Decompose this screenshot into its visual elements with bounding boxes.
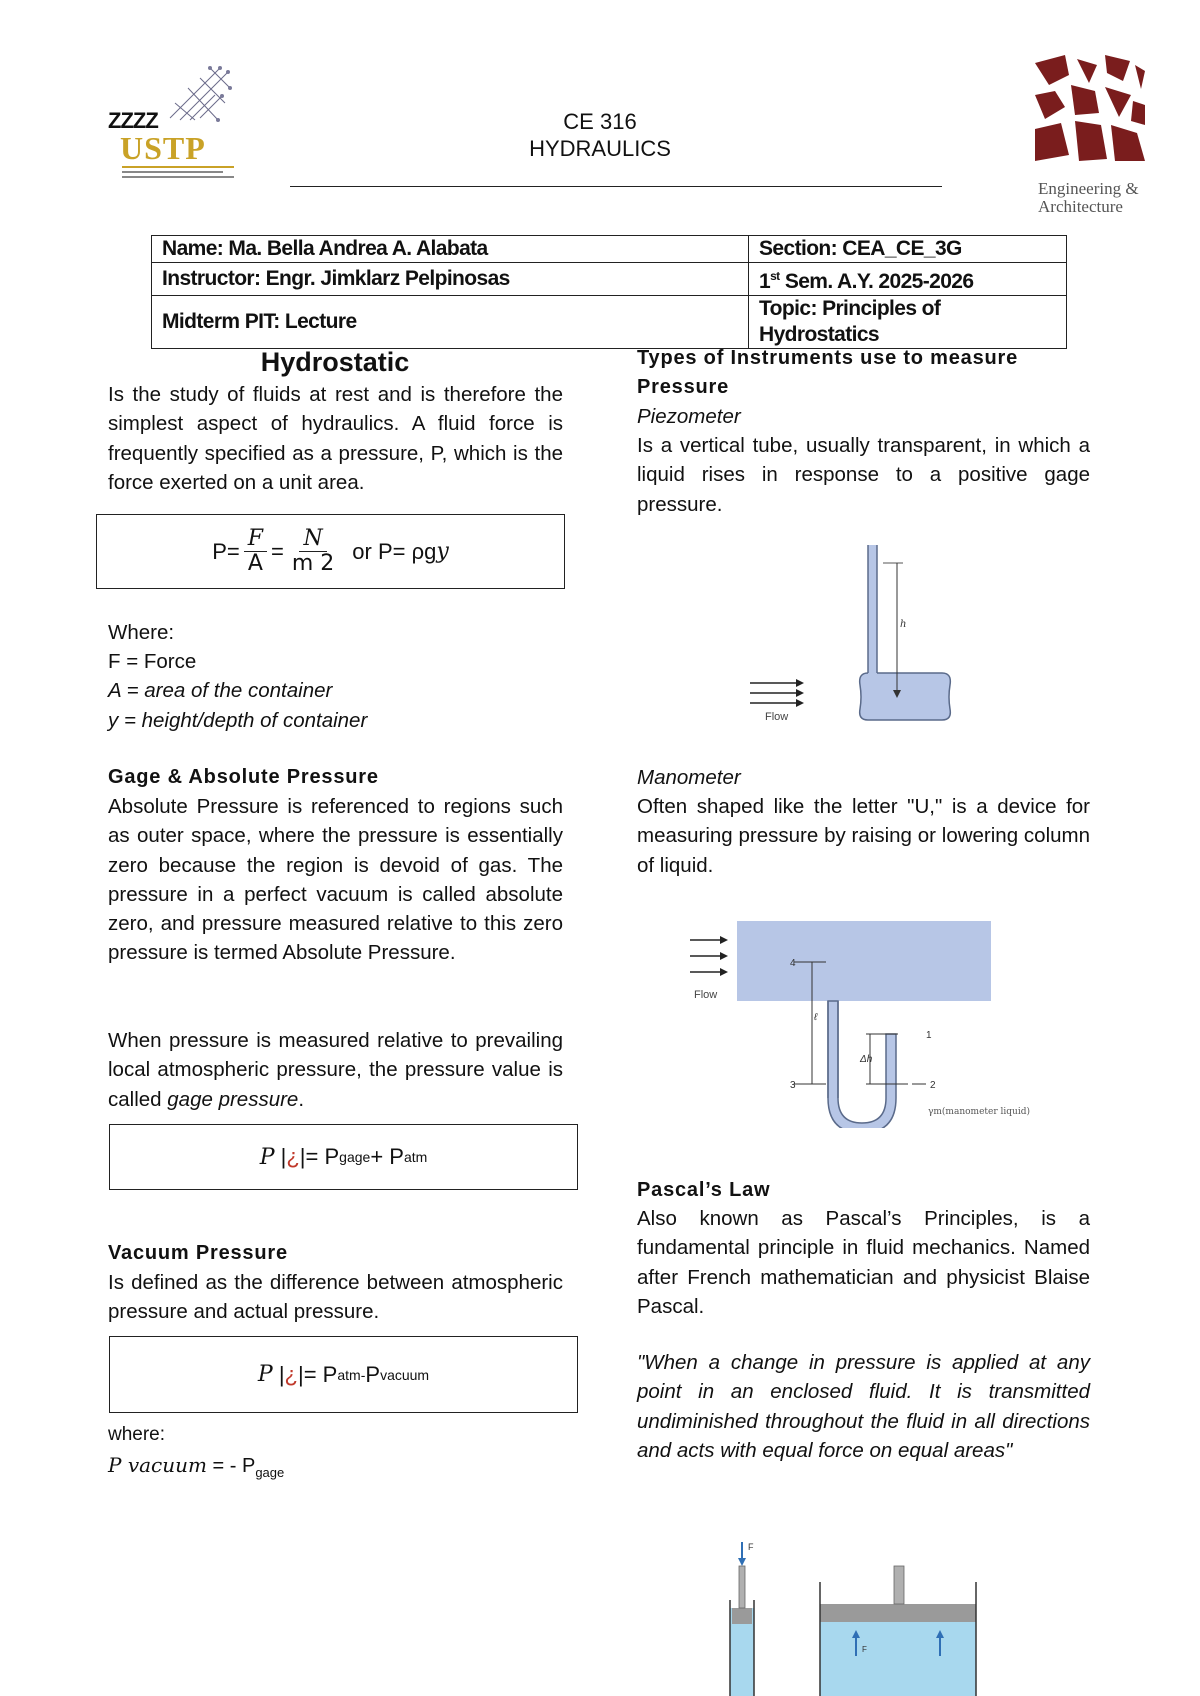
point-2-label: 2: [930, 1080, 936, 1091]
large-cylinder-water: [820, 1616, 976, 1696]
flow-arrows: [690, 940, 720, 972]
large-piston: [820, 1604, 976, 1622]
formula-p2: P: [365, 1361, 381, 1387]
ustp-logo-brand: USTP: [120, 130, 206, 166]
student-name: Name: Ma. Bella Andrea A. Alabata: [152, 236, 749, 263]
pascal-paragraph: Also known as Pascal’s Principles, is a fundamental principle in fluid mechanics. Named after French mathematician and physicist Blaise Pascal.: [637, 1207, 1090, 1318]
header-divider: [290, 186, 942, 187]
student-info-table: [151, 235, 1067, 349]
ustp-logo-subtext: [122, 166, 234, 180]
fraction-denominator: m 2: [291, 551, 335, 576]
where-label: Where:: [108, 621, 175, 644]
gage-p2-end: .: [298, 1087, 305, 1111]
force-label: F: [748, 1542, 754, 1552]
vacuum-formula-box: [109, 1336, 578, 1413]
height-label: h: [900, 619, 907, 630]
formula-p: P: [259, 1144, 275, 1170]
where-force: F = Force: [108, 650, 197, 673]
formula-or-rho-g: or P= ρg: [352, 538, 437, 564]
formula-mark: ¿: [284, 1361, 298, 1387]
where-area: A = area of the container: [108, 679, 333, 702]
manometer-figure: [690, 918, 1060, 1128]
college-logo-line2: Architecture: [1038, 197, 1123, 216]
manometer-paragraph: Often shaped like the letter "U," is a device for measuring pressure by raising or lowering column of liquid.: [637, 795, 1090, 877]
vacuum-def-symbol: P vacuum: [108, 1453, 207, 1477]
fraction-numerator: N: [299, 527, 326, 552]
where2-label: where:: [108, 1424, 166, 1445]
vacuum-paragraph: Is defined as the difference between atmospheric pressure and actual pressure.: [108, 1271, 563, 1324]
formula-plus-p: + P: [370, 1144, 404, 1169]
midterm-label: Midterm PIT: Lecture: [152, 296, 749, 349]
manometer-title: Manometer: [637, 766, 741, 789]
pascal-figure: [728, 1538, 988, 1696]
delta-h-label: Δh: [860, 1054, 873, 1065]
formula-p: P: [257, 1362, 273, 1387]
piezometer-paragraph: Is a vertical tube, usually transparent, in which a liquid rises in response to a positive gage pressure.: [637, 434, 1090, 516]
fraction-n-over-m2: [288, 527, 338, 576]
point-3-label: 3: [790, 1080, 796, 1091]
instructor-name: Instructor: Engr. Jimklarz Pelpinosas: [152, 263, 749, 296]
gage-paragraph-1: Absolute Pressure is referenced to regions such as outer space, where the pressure is essentially zero because the region is devoid of gas. The pressure in a perfect vacuum is called absolute zero, and pressure measured relative to this zero pressure is termed Absolute Pressure.: [108, 795, 563, 965]
point-4-label: 4: [790, 958, 796, 969]
gage-p2-term: gage pressure: [167, 1087, 299, 1111]
formula-bracket: |¿|: [278, 1361, 304, 1387]
ustp-logo-zzzz: ZZZZ: [108, 108, 158, 133]
formula-sub-atm: atm: [403, 1149, 428, 1165]
length-label: ℓ: [814, 1012, 818, 1023]
small-piston: [732, 1608, 752, 1624]
college-logo-line1: Engineering &: [1038, 179, 1139, 198]
formula-minus: -: [360, 1366, 366, 1383]
pascal-quote: "When a change in pressure is applied at any point in an enclosed fluid. It is transmitted undiminished throughout the fluid in all directions and acts with equal force on equal areas": [637, 1351, 1090, 1462]
formula-sub-vacuum: vacuum: [380, 1366, 430, 1383]
manometer-pipe: [737, 921, 991, 1001]
gage-paragraph-2: [108, 1026, 563, 1114]
flow-label: Flow: [765, 711, 789, 723]
flow-arrow-head: [796, 679, 804, 687]
formula-eq-p: = P: [303, 1361, 338, 1387]
gage-p2-text: When pressure is measured relative to prevailing local atmospheric pressure, the pressure value is called: [108, 1029, 563, 1111]
college-logo-graphic: [1035, 55, 1145, 165]
piezometer-fluid-column: [868, 545, 877, 675]
point-1-label: 1: [926, 1030, 932, 1041]
absolute-pressure-formula-box: [109, 1124, 578, 1190]
vacuum-def-sub: gage: [255, 1465, 285, 1480]
formula-eq-p: = P: [305, 1144, 340, 1169]
vacuum-heading: Vacuum Pressure: [108, 1242, 288, 1264]
vacuum-definition: [108, 1451, 563, 1487]
fraction-denominator: A: [247, 551, 263, 576]
fraction-numerator: F: [244, 527, 267, 552]
piezometer-figure: [750, 545, 960, 725]
semester-number: 1: [759, 270, 771, 293]
flow-arrows: [750, 683, 796, 703]
table-row: [152, 296, 1067, 349]
pipe: [860, 673, 951, 720]
pascal-heading: Pascal’s Law: [637, 1179, 771, 1201]
fraction-f-over-a: [244, 527, 267, 576]
course-code: CE 316: [563, 109, 637, 134]
flow-label: Flow: [694, 989, 718, 1001]
table-row: [152, 263, 1067, 296]
student-section: Section: CEA_CE_3G: [749, 236, 1067, 263]
topic-label: Topic: Principles of Hydrostatics: [749, 296, 1067, 349]
gage-heading: Gage & Absolute Pressure: [108, 766, 379, 788]
flow-arrow-head: [796, 699, 804, 707]
pressure-label: F: [862, 1645, 867, 1654]
hydrostatic-title: Hydrostatic: [260, 347, 410, 377]
instruments-heading: Types of Instruments use to measure Pressure: [637, 347, 1019, 398]
course-name: HYDRAULICS: [529, 136, 671, 161]
formula-mark: ¿: [286, 1144, 300, 1169]
flow-arrow-head: [796, 689, 804, 697]
formula-sub-gage: gage: [339, 1149, 371, 1165]
college-logo: [1035, 55, 1175, 215]
formula-p-eq: P=: [212, 538, 240, 564]
large-piston-rod: [894, 1566, 904, 1604]
vacuum-def-eq: = - P: [206, 1455, 256, 1477]
formula-y: y: [436, 539, 449, 564]
semester-year: Sem. A.Y. 2025-2026: [779, 270, 974, 293]
hydrostatic-intro: Is the study of fluids at rest and is therefore the simplest aspect of hydraulics. A fluid force is frequently specified as a pressure, P, which is the force exerted on a unit area.: [108, 383, 563, 494]
small-piston-rod: [739, 1566, 745, 1608]
semester: [749, 263, 1067, 296]
piezometer-title: Piezometer: [637, 405, 741, 428]
course-header: [0, 108, 1200, 162]
formula-equals: =: [271, 538, 284, 564]
where-height: y = height/depth of container: [108, 709, 368, 732]
formula-bracket: |¿|: [280, 1144, 306, 1169]
formula-sub-atm: atm: [337, 1366, 361, 1383]
manometer-liquid-label: γm(manometer liquid): [928, 1107, 1030, 1117]
pressure-formula-box: [96, 514, 565, 589]
semester-suffix: st: [770, 269, 780, 283]
table-row: [152, 236, 1067, 263]
